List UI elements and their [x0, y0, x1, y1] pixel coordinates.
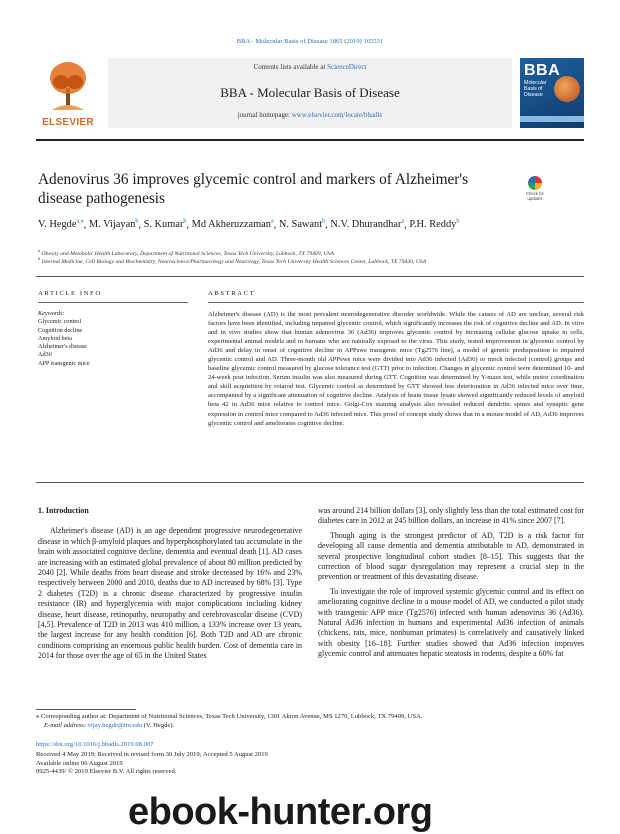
- cover-subtitle: Molecular Basis of Disease: [524, 80, 547, 98]
- keyword: Alzheimer's disease: [38, 343, 88, 351]
- check-for-updates-badge[interactable]: [520, 176, 550, 206]
- homepage-link[interactable]: www.elsevier.com/locate/bbadis: [291, 111, 383, 119]
- abstract-heading: ABSTRACT: [208, 290, 256, 297]
- check-updates-icon: [528, 176, 542, 190]
- email-label: E-mail address:: [44, 721, 88, 729]
- homepage-prefix: journal homepage:: [237, 111, 292, 119]
- article-info-rule: [38, 302, 188, 303]
- affiliation-divider: [36, 276, 584, 277]
- cover-bar: [520, 116, 584, 122]
- footnote-rule: [36, 709, 136, 710]
- journal-citation[interactable]: BBA - Molecular Basis of Disease 1865 (2019) 165531: [236, 38, 384, 45]
- email-suffix: (V. Hegde).: [142, 721, 175, 729]
- abstract-rule: [208, 302, 584, 303]
- available-online: Available online 06 August 2019: [36, 759, 123, 767]
- affiliation-b: $^b$ Internal Medicine, Cell Biology and Biochemistry, Neuroscience/Pharmacology and Neurology, Texas Tech University Health Sciences Center, Lubbock, TX 79430, USA: [38, 256, 427, 265]
- watermark: ebook-hunter.org: [128, 791, 433, 833]
- article-info-heading: ARTICLE INFO: [38, 290, 102, 297]
- keyword: APP transgenic mice: [38, 359, 90, 367]
- author[interactable]: V. Hegde$^{a,⁎}$: [38, 219, 84, 231]
- elsevier-wordmark: ELSEVIER: [42, 117, 94, 128]
- corresponding-author: ⁎ Corresponding author at: Department of Nutritional Sciences, Texas Tech University, 1301 Akron Avenue, MS 1270, Lubbock, TX 79409, USA.: [36, 713, 423, 720]
- journal-name: BBA - Molecular Basis of Disease: [220, 85, 400, 100]
- paragraph: To investigate the role of improved systemic glycemic control and its effect on ameliorating cognitive decline in a mouse model of AD, we conducted a pilot study with transgenic APP mice (Tg2576) infected with human adenovirus 36 (Ad36). Natural Ad36 infection in humans and experimental Ad36 infection of animals (chickens, rats, mice, nonhuman primates) is correlatively and causatively linked with obesity [16–18]. Further studies showed that Ad36 infection improves glycemic control and attenuates hepatic steatosis in rodents, despite a 60% fat: [318, 586, 584, 659]
- keyword: Ad36: [38, 351, 52, 359]
- author[interactable]: S. Kumar$^b$: [143, 219, 187, 231]
- affiliation-a: $^a$ Obesity and Metabolic Health Laboratory, Department of Nutritional Sciences, Texas Tech University, Lubbock, TX 79409, USA: [38, 248, 334, 257]
- author[interactable]: M. Vijayan$^b$: [88, 219, 139, 231]
- cover-title: BBA: [524, 62, 561, 79]
- doi-link[interactable]: https://doi.org/10.1016/j.bbadis.2019.08.007: [36, 741, 154, 748]
- check-updates-label: Check for updates: [526, 191, 544, 201]
- keywords-label: Keywords:: [38, 310, 65, 317]
- author[interactable]: N.V. Dhurandhar$^a$: [330, 219, 405, 231]
- abstract-bottom-rule: [36, 482, 584, 483]
- elsevier-tree-icon: [48, 60, 88, 112]
- journal-info-box: [108, 58, 512, 128]
- received-dates: Received 4 May 2019; Received in revised form 30 July 2019; Accepted 5 August 2019: [36, 751, 268, 758]
- author[interactable]: N. Sawant$^b$: [278, 219, 326, 231]
- article-history: [36, 751, 396, 777]
- paragraph: was around 214 billion dollars [3], only slightly less than the total estimated cost for diabetes care in 2012 at 245 billion dollars, an increase in 41% since 2007 [7].: [318, 506, 584, 526]
- journal-masthead: [36, 58, 584, 128]
- keyword: Cognition decline: [38, 326, 83, 334]
- keyword: Amyloid beta: [38, 334, 72, 342]
- cover-brain-icon: [554, 76, 580, 102]
- paragraph: Though aging is the strongest predictor of AD, T2D is a risk factor for developing all cause dementia and dementia attributable to AD, demonstrated in several prospective longitudinal cohort studies [8–15]. This suggests that the correction of blood sugar dysregulation may represent a crucial step in the prevention or treatment of this devastating disease.: [318, 530, 584, 582]
- author-list: V. Hegde$^{a,⁎}$, M. Vijayan$^b$, S. Kumar$^b$, Md Akheruzzaman$^a$, N. Sawant$^b$, N.V. Dhurandhar$^a$, P.H. Reddy$^b$: [38, 219, 460, 231]
- elsevier-logo[interactable]: [36, 58, 100, 128]
- journal-cover-image[interactable]: [520, 58, 584, 128]
- body-left-column: [38, 506, 302, 662]
- contents-line: [108, 63, 512, 71]
- keywords-block: [38, 310, 188, 368]
- section-heading: 1. Introduction: [38, 506, 89, 515]
- corresponding-author-footnote: [36, 713, 584, 730]
- author[interactable]: Md Akheruzzaman$^a$: [191, 219, 274, 231]
- author[interactable]: P.H. Reddy$^b$: [409, 219, 460, 231]
- abstract-text: Alzheimer's disease (AD) is the most prevalent neurodegenerative disorder worldwide. While the causes of AD are unclear, several risk factors have been identified, including impaired glycemic control, which significantly increases the risk of cognitive decline and AD. In vitro and in vivo studies show that human adenovirus 36 (Ad36) improves glycemic control by increasing cellular glucose uptake in cells, experimental animal models and in humans who are naturally exposed to the virus. This study, tested improvement in glycemic control by Ad36 and delay in onset of cognitive decline in APPswe transgenic mice (Tg2576 line), a model of genetic predisposition to impaired glycemic control and AD. Three-month old APPswe mice were divided into Ad36 infected (Ad36) or mock infected (control) groups and baseline glycemic control measured by glucose tolerance test (GTT) prior to infection. Changes in glycemic control were determined 10- and 24-week post infection. Serum insulin was also measured during GTT. Cognition was determined by Y-maze test, while motor coordination and skill acquisition by rotarod test. Glycemic control as determined by GTT showed less deterioration in Ad36 infected mice over time, accompanied by a significant attenuation of cognitive decline. Analysis of brain tissue lysate showed significantly reduced levels of amyloid beta 42 in Ad36 mice relative to control mice. Golgi-Cox staining analysis also revealed reduced dendritic spines and synaptic gene expression in control mice compared to Ad36 infected mice. This proof of concept study shows that in a mouse model of AD, Ad36 improves glycemic control and ameliorates cognitive decline.: [208, 311, 584, 427]
- homepage-line: [108, 111, 512, 119]
- email-line: [36, 722, 584, 731]
- sciencedirect-link[interactable]: ScienceDirect: [327, 63, 367, 71]
- keyword: Glycemic control: [38, 318, 82, 326]
- contents-prefix: Contents lists available at: [253, 63, 328, 71]
- copyright: 0925-4439/ © 2019 Elsevier B.V. All rights reserved.: [36, 768, 177, 776]
- paragraph: Alzheimer's disease (AD) is an age dependent progressive neurodegenerative disease in which β-amyloid plaques and hyperphosphorylated tau accumulate in the brain with associated cognitive decline, dementia and eventual death [1]. AD cases are increasing with an estimated global prevalence of about 80 million predicted by 2040 [2]. While deaths from heart disease and stroke decreased by 16% and 23% respectively between 2000 and 2010, deaths due to AD increased by 68% [3]. Type 2 diabetes (T2D) is a chronic disease characterized by progressive insulin resistance (IR) and hyperglycemia with major complications including kidney disease, heart disease, retinopathy, neuropathy and cerebrovascular disease (CVD) [4,5]. Prevalence of T2D in 2013 was 410 million, a 133% increase over 13 years, the largest increase for any health condition [6]. Both T2D and AD are chronic conditions comprising an enormous public health burden. Cost of dementia care in 2014 for those over the age of 65 in the United States: [38, 526, 302, 661]
- article-title: Adenovirus 36 improves glycemic control and markers of Alzheimer's disease pathogenesis: [38, 171, 469, 207]
- email-link[interactable]: vijay.hegde@ttu.edu: [87, 721, 143, 729]
- masthead-divider: [36, 139, 584, 141]
- body-right-column: [318, 506, 584, 660]
